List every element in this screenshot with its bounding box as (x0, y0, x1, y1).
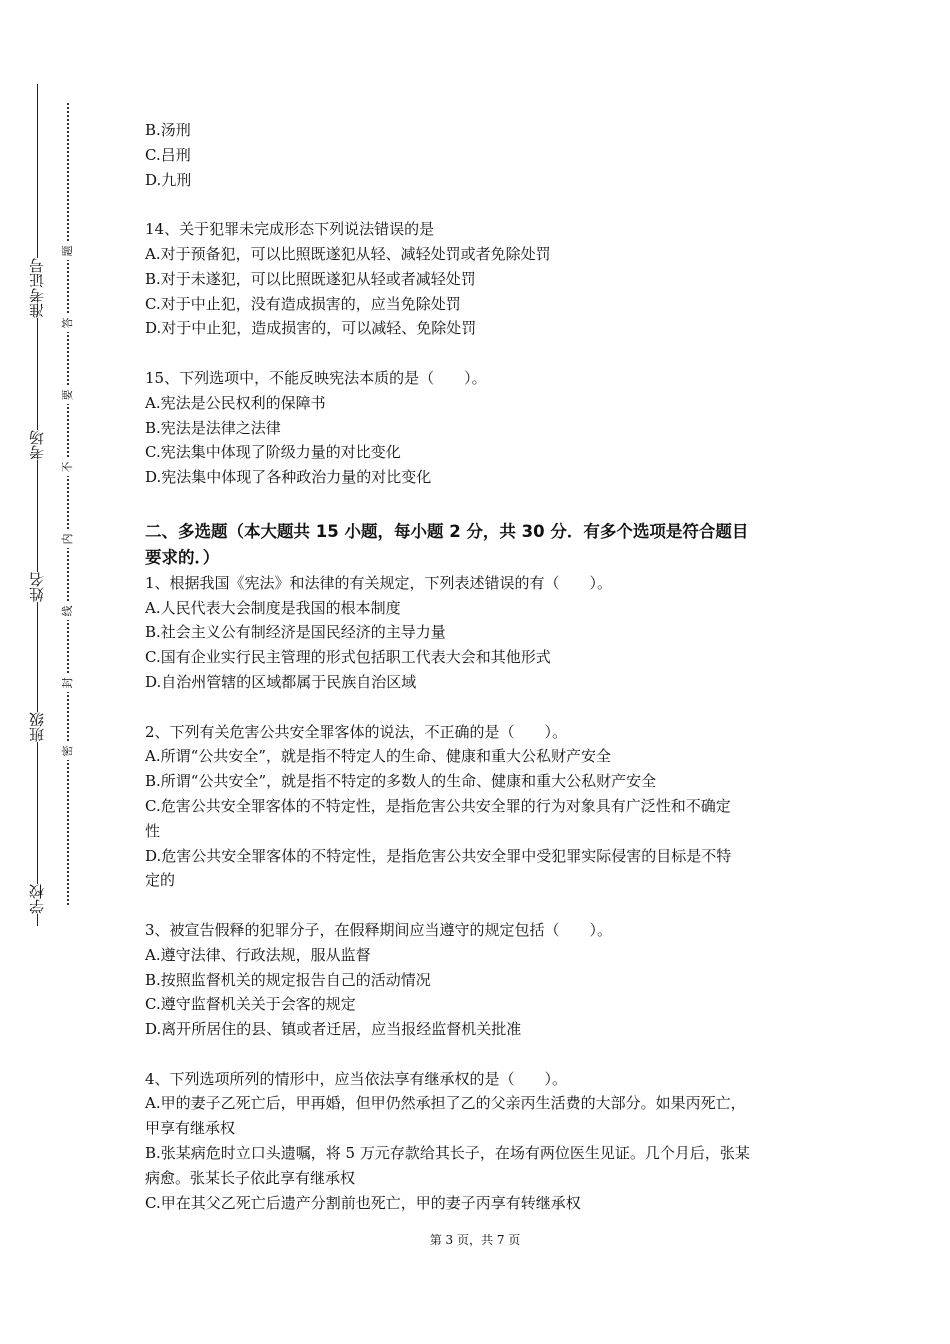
label-name: 姓名 (22, 572, 52, 602)
seal-dotted-line (67, 103, 69, 905)
option-line-wrap: 病愈。张某长子依此享有继承权 (145, 1168, 356, 1187)
option-line: C.吕刑 (145, 145, 191, 164)
page-footer: 第 3 页，共 7 页 (429, 1233, 521, 1247)
seal-char-mi: 密 (59, 742, 77, 760)
option-line: D.宪法集中体现了各种政治力量的对比变化 (145, 468, 432, 487)
option-line: C.遵守监督机关关于会客的规定 (145, 995, 356, 1014)
seal-char-ti: 题 (59, 242, 77, 260)
seal-char-feng: 封 (59, 674, 77, 692)
spacer (145, 893, 810, 918)
section-title-line2: 要求的．） (145, 547, 220, 567)
label-class: 班级 (22, 712, 52, 742)
option-line: A.所谓“公共安全”，就是指不特定人的生命、健康和重大公私财产安全 (145, 747, 611, 766)
binding-solid-line (37, 84, 38, 926)
option-line: B.社会主义公有制经济是国民经济的主导力量 (145, 623, 446, 642)
seal-char-nei: 内 (59, 530, 77, 548)
option-line: D.对于中止犯，造成损害的，可以减轻、免除处罚 (145, 319, 477, 338)
question-1-stem: 1、根据我国《宪法》和法律的有关规定，下列表述错误的有（ ）。 (145, 573, 613, 592)
section-title-line1: 二、多选题（本大题共 15 小题，每小题 2 分，共 30 分．有多个选项是符合题目 (145, 521, 749, 541)
option-line: B.按照监督机关的规定报告自己的活动情况 (145, 970, 431, 989)
label-exam-room: 考场 (22, 430, 52, 460)
question-15-stem: 15、下列选项中，不能反映宪法本质的是（ ）。 (145, 368, 487, 387)
option-line: C.国有企业实行民主管理的形式包括职工代表大会和其他形式 (145, 648, 551, 667)
question-3-stem: 3、被宣告假释的犯罪分子，在假释期间应当遵守的规定包括（ ）。 (145, 920, 613, 939)
spacer (145, 192, 810, 217)
option-line: B.张某病危时立口头遗嘱，将 5 万元存款给其长子，在场有两位医生见证。几个月后，张某 (145, 1144, 750, 1163)
option-line: C.宪法集中体现了阶级力量的对比变化 (145, 443, 401, 462)
option-line: A.对于预备犯，可以比照既遂犯从轻、减轻处罚或者免除处罚 (145, 244, 551, 263)
multiple-choice-section (145, 519, 810, 1216)
seal-char-bu: 不 (59, 458, 77, 476)
option-line: C.危害公共安全罪客体的不特定性，是指危害公共安全罪的行为对象具有广泛性和不确定 (145, 796, 731, 815)
option-line: A.宪法是公民权利的保障书 (145, 393, 326, 412)
option-line: D.自治州管辖的区域都属于民族自治区域 (145, 672, 417, 691)
option-line: D.离开所居住的县、镇或者迁居，应当报经监督机关批准 (145, 1020, 522, 1039)
option-line: B.宪法是法律之法律 (145, 418, 281, 437)
seal-char-da: 答 (59, 314, 77, 332)
label-school: 学校 (22, 884, 52, 914)
binding-margin (0, 0, 95, 1344)
option-line: C.甲在其父乙死亡后遗产分割前也死亡，甲的妻子丙享有转继承权 (145, 1193, 581, 1212)
option-line: A.人民代表大会制度是我国的根本制度 (145, 598, 401, 617)
option-line-wrap: 定的 (145, 871, 176, 890)
option-line: A.甲的妻子乙死亡后，甲再婚，但甲仍然承担了乙的父亲丙生活费的大部分。如果丙死亡， (145, 1094, 746, 1113)
spacer (145, 341, 810, 366)
spacer (145, 490, 810, 515)
seal-char-yao: 要 (59, 386, 77, 404)
spacer (145, 695, 810, 720)
option-line: D.九刑 (145, 170, 192, 189)
question-4-stem: 4、下列选项所列的情形中，应当依法享有继承权的是（ ）。 (145, 1069, 568, 1088)
option-line-wrap: 性 (145, 821, 161, 840)
option-line: B.汤刑 (145, 121, 191, 139)
single-choice-continued (145, 118, 810, 490)
option-line: A.遵守法律、行政法规，服从监督 (145, 945, 371, 964)
spacer (145, 1042, 810, 1067)
exam-content (145, 118, 810, 1215)
option-line: D.危害公共安全罪客体的不特定性，是指危害公共安全罪中受犯罪实际侵害的目标是不特 (145, 846, 732, 865)
option-line: B.所谓“公共安全”，就是指不特定的多数人的生命、健康和重大公私财产安全 (145, 772, 657, 791)
option-line: B.对于未遂犯，可以比照既遂犯从轻或者减轻处罚 (145, 269, 476, 288)
seal-char-xian: 线 (59, 602, 77, 620)
question-2-stem: 2、下列有关危害公共安全罪客体的说法，不正确的是（ ）。 (145, 722, 568, 741)
option-line-wrap: 甲享有继承权 (145, 1119, 236, 1138)
label-admission-number: 准考证号 (22, 258, 52, 318)
question-14-stem: 14、关于犯罪未完成形态下列说法错误的是 (145, 220, 435, 239)
option-line: C.对于中止犯，没有造成损害的，应当免除处罚 (145, 294, 461, 313)
